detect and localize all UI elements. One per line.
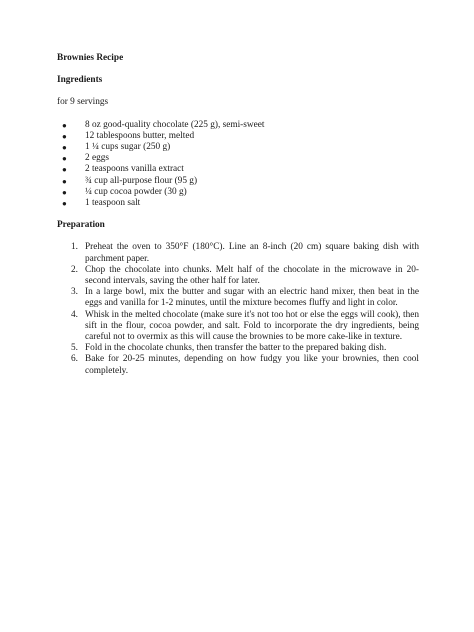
- bullet-icon: ●: [62, 165, 67, 175]
- ingredient-item: [57, 176, 419, 187]
- ingredient-text: ¼ cup cocoa powder (30 g): [85, 186, 187, 197]
- step-number: 6.: [71, 354, 78, 365]
- servings-text: for 9 servings: [57, 97, 109, 108]
- preparation-heading: Preparation: [57, 220, 105, 231]
- step-text: Whisk in the melted chocolate (make sure it's not too hot or else the eggs will cook), then sift in the flour, cocoa powder, and salt. Fold to incorporate the dry ingredients, being careful not to overmix as this will cause the brownies to be more cake-like in texture.: [85, 309, 419, 343]
- ingredient-item: [57, 187, 419, 198]
- ingredient-text: 1 teaspoon salt: [85, 198, 141, 209]
- step-text: Fold in the chocolate chunks, then transfer the batter to the prepared baking dish.: [85, 343, 387, 354]
- bullet-icon: ●: [62, 120, 67, 130]
- bullet-icon: ●: [62, 187, 67, 197]
- step-number: 5.: [71, 343, 78, 354]
- bullet-icon: ●: [62, 176, 67, 186]
- step-item: [57, 287, 419, 309]
- bullet-icon: ●: [62, 143, 67, 153]
- step-text: In a large bowl, mix the butter and sugar with an electric hand mixer, then beat in the eggs and vanilla for 1-2 minutes, until the mixture becomes fluffy and light in color.: [85, 287, 419, 309]
- ingredient-item: [57, 198, 419, 209]
- ingredient-item: [57, 153, 419, 164]
- bullet-icon: ●: [62, 154, 67, 164]
- page-title: Brownies Recipe: [57, 53, 124, 63]
- ingredient-text: 8 oz good-quality chocolate (225 g), semi-sweet: [85, 119, 265, 130]
- step-item: [57, 354, 419, 376]
- ingredients-list: [57, 120, 419, 210]
- ingredient-text: 1 ¼ cups sugar (250 g): [85, 142, 171, 153]
- ingredient-item: [57, 142, 419, 153]
- ingredient-item: [57, 120, 419, 131]
- step-number: 4.: [71, 309, 78, 320]
- bullet-icon: ●: [62, 199, 67, 209]
- ingredient-text: 2 teaspoons vanilla extract: [85, 164, 184, 175]
- step-text: Bake for 20-25 minutes, depending on how fudgy you like your brownies, then cool completely.: [85, 354, 419, 376]
- ingredient-text: 12 tablespoons butter, melted: [85, 130, 195, 141]
- step-item: [57, 310, 419, 344]
- step-number: 3.: [71, 287, 78, 298]
- ingredient-item: [57, 164, 419, 175]
- step-text: Preheat the oven to 350°F (180°C). Line an 8-inch (20 cm) square baking dish with parchment paper.: [85, 242, 419, 264]
- ingredient-text: ¾ cup all-purpose flour (95 g): [85, 175, 198, 186]
- step-item: [57, 242, 419, 264]
- step-item: [57, 343, 419, 354]
- preparation-steps-list: [57, 242, 419, 376]
- ingredients-heading: Ingredients: [57, 75, 103, 86]
- step-number: 2.: [71, 264, 78, 275]
- step-text: Chop the chocolate into chunks. Melt half of the chocolate in the microwave in 20-second intervals, saving the other half for later.: [85, 264, 419, 287]
- ingredient-text: 2 eggs: [85, 153, 110, 164]
- bullet-icon: ●: [62, 131, 67, 141]
- recipe-content: [57, 53, 419, 377]
- step-item: [57, 265, 419, 287]
- ingredient-item: [57, 131, 419, 142]
- step-number: 1.: [71, 242, 78, 253]
